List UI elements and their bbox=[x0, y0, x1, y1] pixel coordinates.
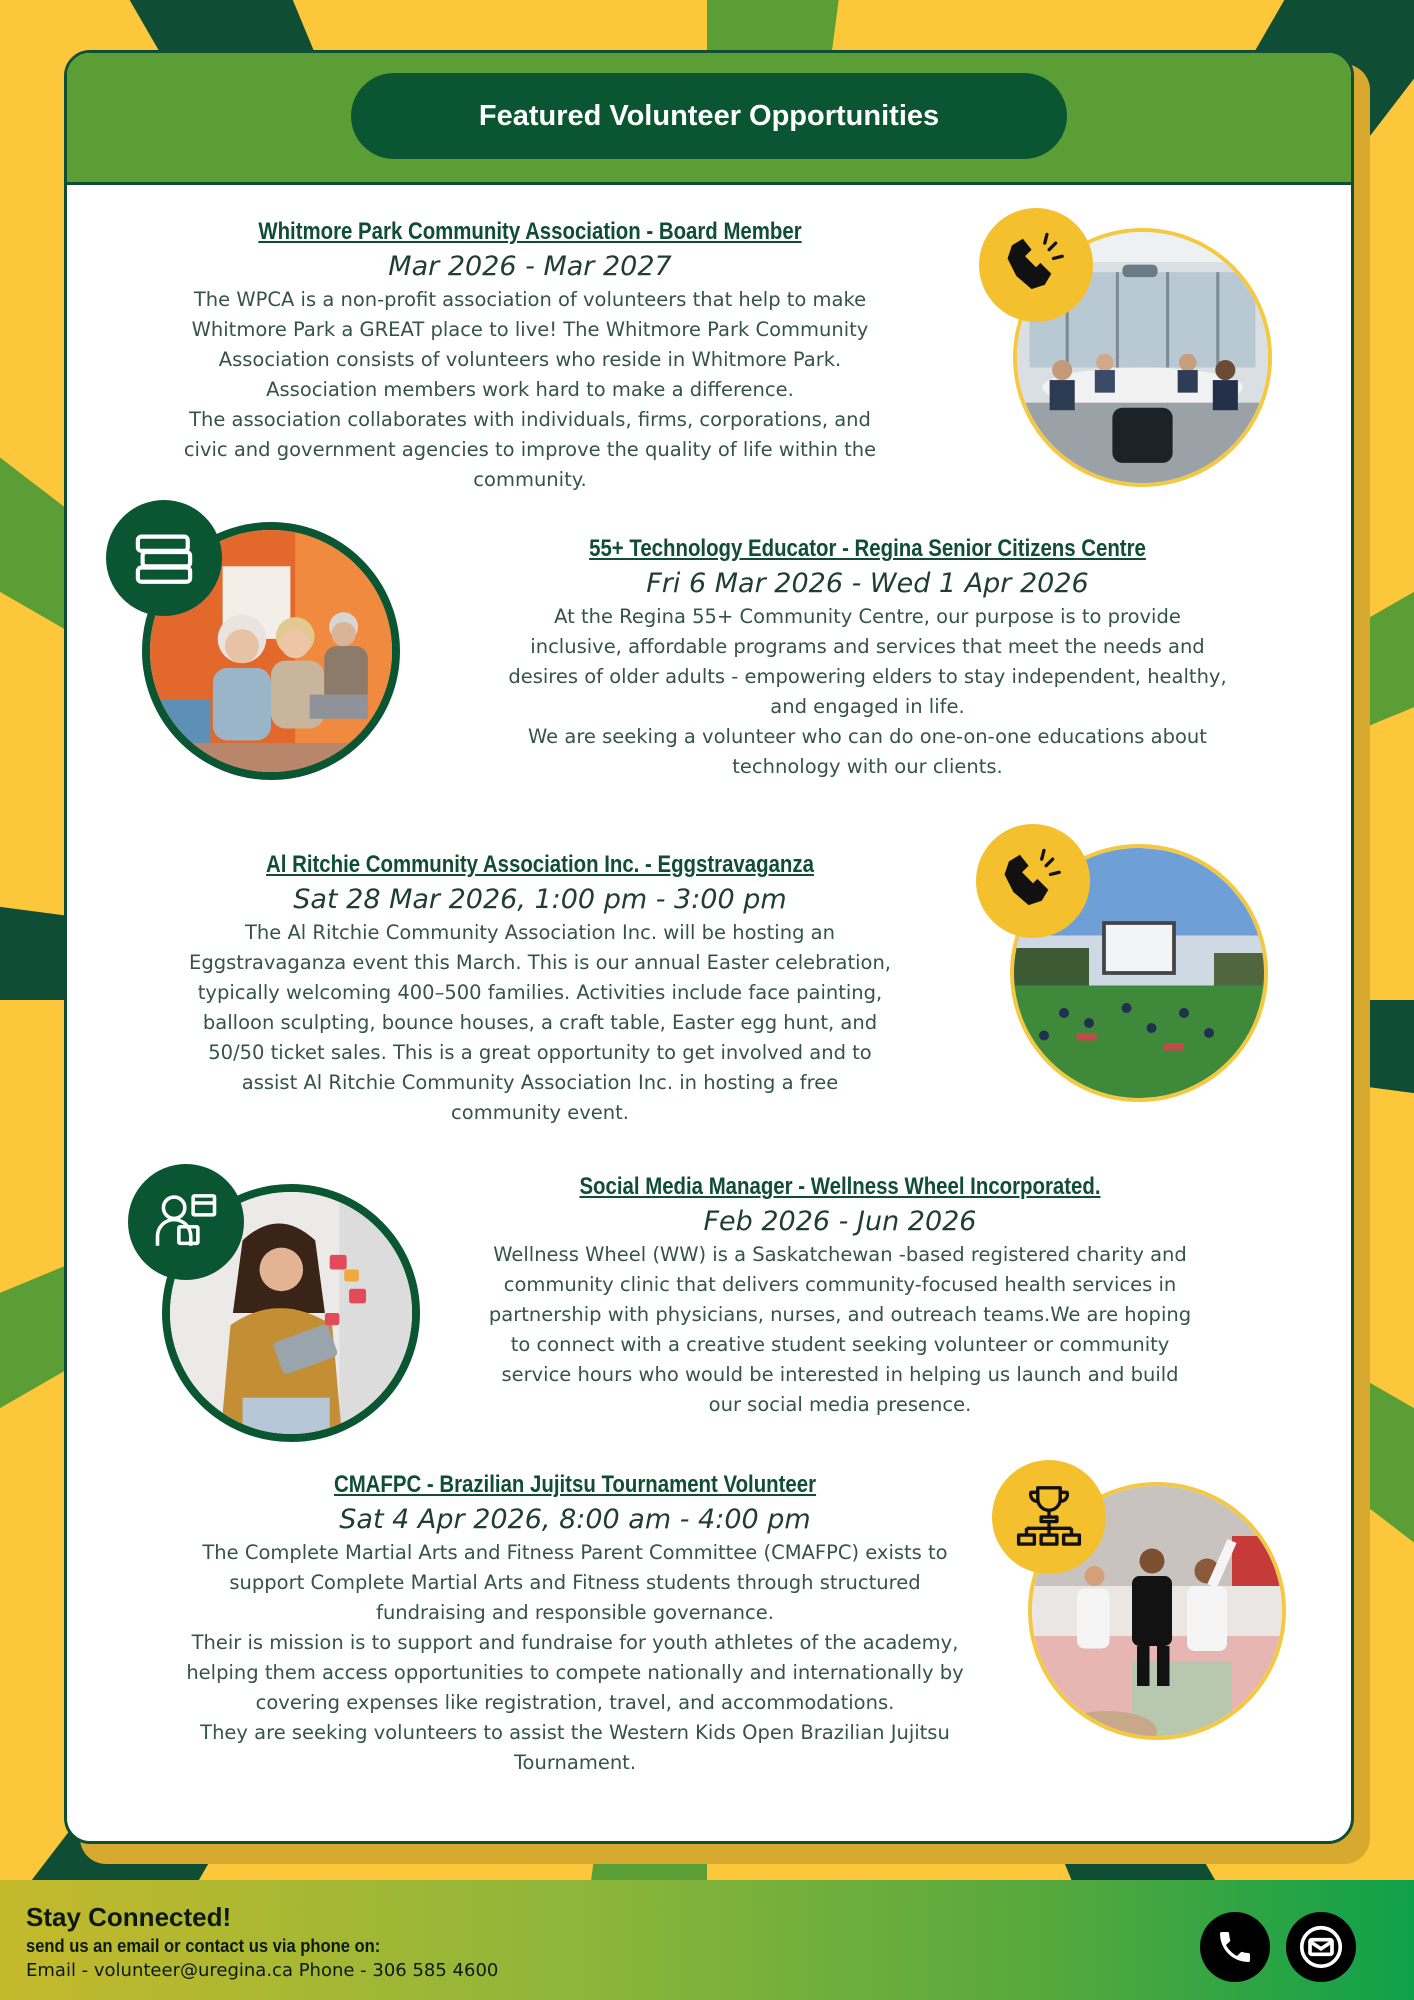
opportunity-title[interactable]: 55+ Technology Educator - Regina Senior Citizens Centre bbox=[589, 535, 1146, 562]
opportunity-5 bbox=[140, 1468, 1010, 1778]
opportunity-title[interactable]: CMAFPC - Brazilian Jujitsu Tournament Volunteer bbox=[333, 1471, 817, 1498]
opportunity-date: Sat 28 Mar 2026, 1:00 pm - 3:00 pm bbox=[293, 884, 787, 915]
opportunity-description: The Complete Martial Arts and Fitness Parent Committee (CMAFPC) exists to support Complete Martial Arts and Fitness students through structured fundraising and responsible governance. Their is mission is to support and fundraise for youth athletes of the academy, helping them access opportunities to compete nationally and internationally by covering expenses like registration, travel, and accommodations. They are seeking volunteers to assist the Western Kids Open Brazilian Jujitsu Tournament. bbox=[186, 1541, 964, 1774]
phone-icon[interactable] bbox=[1200, 1912, 1270, 1982]
footer-contact[interactable]: Email - volunteer@uregina.ca Phone - 306 585 4600 bbox=[26, 1960, 499, 1981]
footer bbox=[0, 1880, 1414, 2000]
footer-subtitle: send us an email or contact us via phone on: bbox=[26, 1936, 381, 1956]
opportunity-title[interactable]: Whitmore Park Community Association - Board Member bbox=[258, 218, 802, 245]
opportunity-4 bbox=[455, 1170, 1225, 1420]
card-header bbox=[67, 53, 1351, 185]
opportunity-1 bbox=[150, 215, 910, 495]
person-laptop-icon bbox=[128, 1164, 244, 1280]
opportunity-date: Feb 2026 - Jun 2026 bbox=[703, 1206, 977, 1237]
helping-hand-icon bbox=[976, 824, 1090, 938]
opportunity-description: Wellness Wheel (WW) is a Saskatchewan -based registered charity and community clinic that delivers community-focused health services in partnership with physicians, nurses, and outreach teams.We are hoping to connect with a creative student seeking volunteer or community service hours who would be interested in helping us launch and build our social media presence. bbox=[488, 1243, 1192, 1416]
opportunity-description: At the Regina 55+ Community Centre, our purpose is to provide inclusive, affordable programs and services that meet the needs and desires of older adults - empowering elders to stay independent, healthy, and engaged in life. We are seeking a volunteer who can do one-on-one educations about technology with our clients. bbox=[508, 605, 1227, 778]
envelope-icon[interactable] bbox=[1286, 1912, 1356, 1982]
trophy-bracket-icon bbox=[992, 1460, 1106, 1574]
opportunity-description: The Al Ritchie Community Association Inc. will be hosting an Eggstravaganza event this March. This is our annual Easter celebration, typically welcoming 400–500 families. Activities include face painting, balloon sculpting, bounce houses, a craft table, Easter egg hunt, and 50/50 ticket sales. This is a great opportunity to get involved and to assist Al Ritchie Community Association Inc. in hosting a free community event. bbox=[189, 921, 891, 1124]
page-title: Featured Volunteer Opportunities bbox=[351, 73, 1067, 159]
opportunity-2 bbox=[470, 532, 1265, 782]
opportunity-title[interactable]: Al Ritchie Community Association Inc. - Eggstravaganza bbox=[266, 851, 814, 878]
opportunity-description: The WPCA is a non-profit association of volunteers that help to make Whitmore Park a GREAT place to live! The Whitmore Park Community Association consists of volunteers who reside in Whitmore Park. Association members work hard to make a difference. The association collaborates with individuals, firms, corporations, and civic and government agencies to improve the quality of life within the community. bbox=[183, 288, 877, 491]
opportunity-date: Mar 2026 - Mar 2027 bbox=[388, 251, 672, 282]
opportunity-date: Sat 4 Apr 2026, 8:00 am - 4:00 pm bbox=[339, 1504, 811, 1535]
opportunity-date: Fri 6 Mar 2026 - Wed 1 Apr 2026 bbox=[646, 568, 1089, 599]
opportunity-title[interactable]: Social Media Manager - Wellness Wheel Incorporated. bbox=[579, 1173, 1101, 1200]
books-icon bbox=[106, 500, 222, 616]
footer-title: Stay Connected! bbox=[26, 1902, 232, 1932]
helping-hand-icon bbox=[979, 208, 1093, 322]
opportunity-3 bbox=[150, 848, 930, 1128]
